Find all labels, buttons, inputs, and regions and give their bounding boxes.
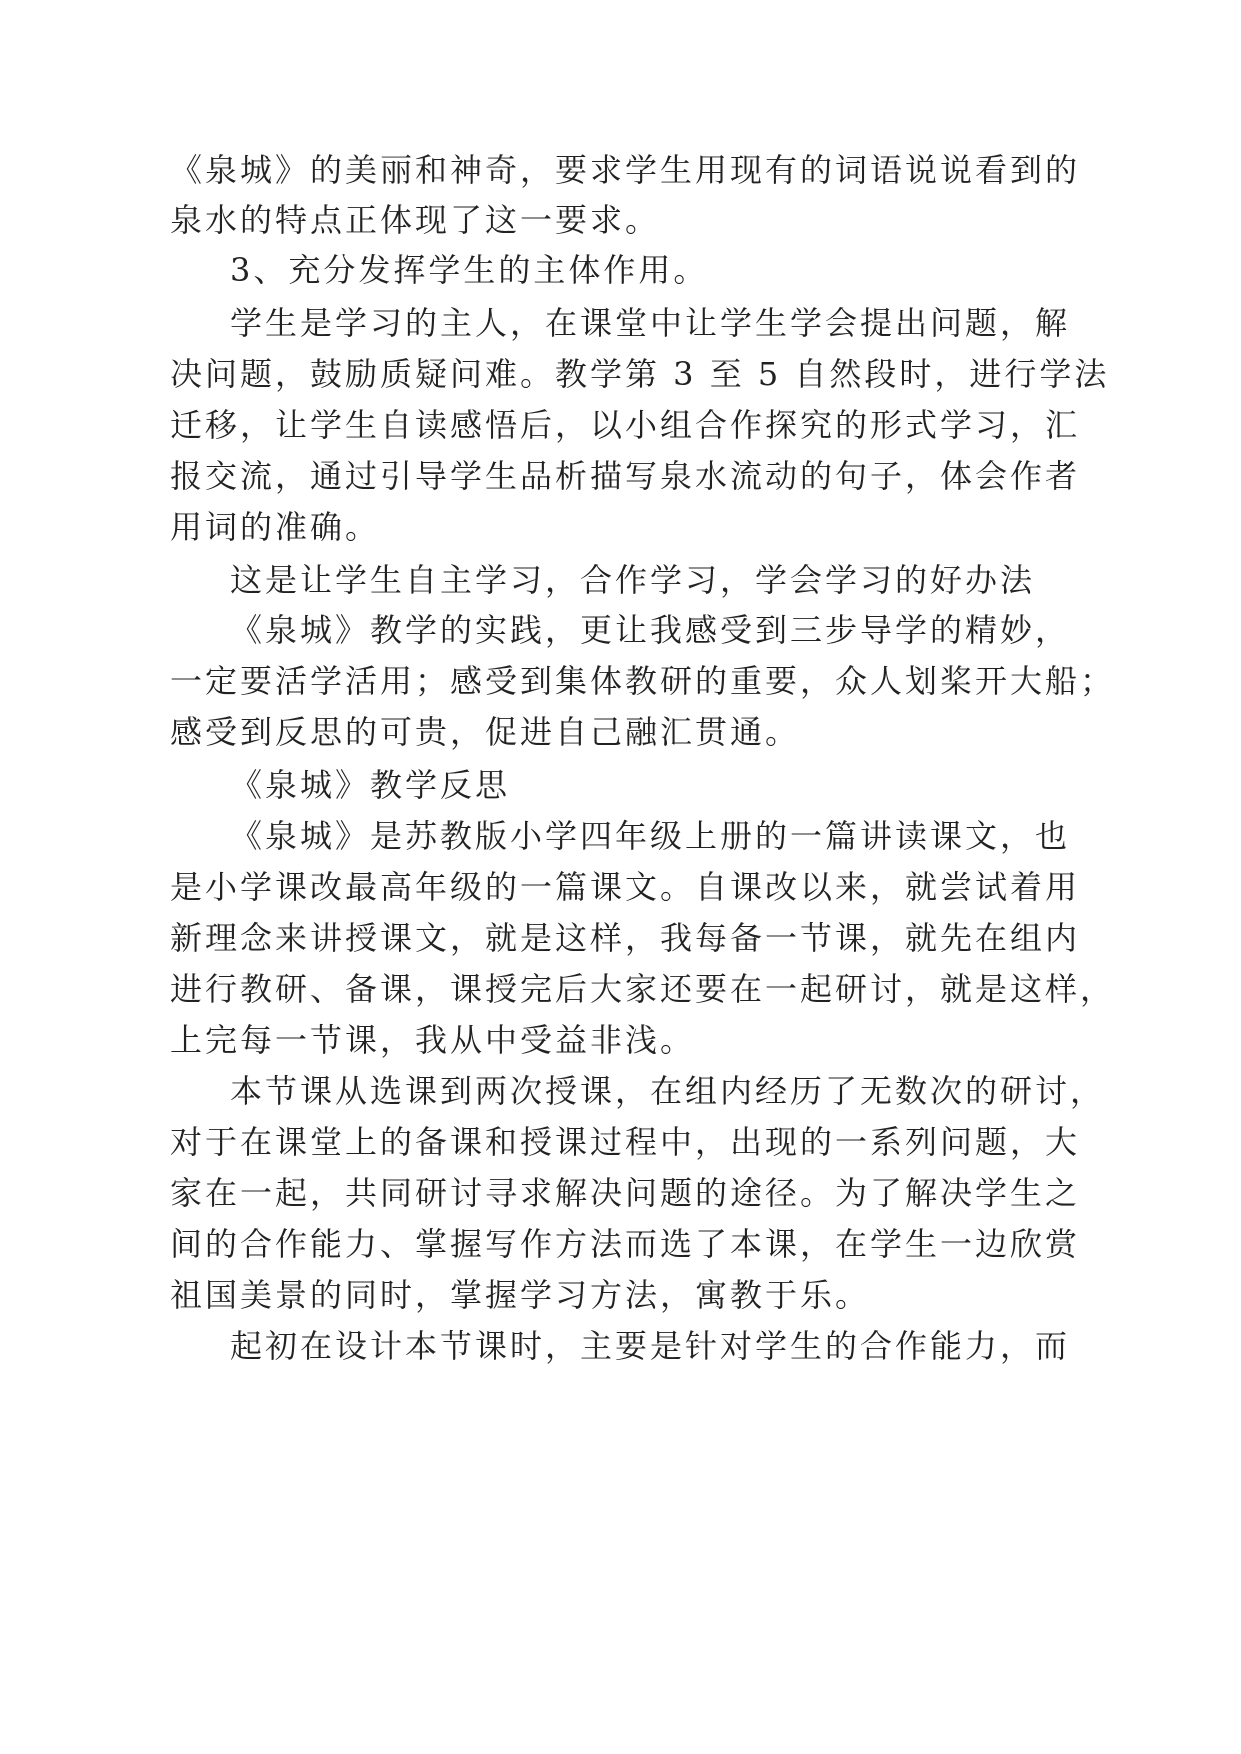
text-line-7: 报交流，通过引导学生品析描写泉水流动的句子，体会作者 bbox=[170, 457, 1081, 495]
text-line-13: 《泉城》教学反思 bbox=[230, 766, 511, 804]
text-line-4: 学生是学习的主人，在课堂中让学生学会提出问题，解 bbox=[230, 304, 1071, 342]
text-line-2: 泉水的特点正体现了这一要求。 bbox=[170, 201, 661, 239]
text-line-16: 新理念来讲授课文，就是这样，我每备一节课，就先在组内 bbox=[170, 919, 1081, 957]
text-line-3: 3、充分发挥学生的主体作用。 bbox=[230, 251, 709, 289]
text-line-14: 《泉城》是苏教版小学四年级上册的一篇讲读课文，也 bbox=[230, 817, 1071, 855]
text-line-23: 祖国美景的同时，掌握学习方法，寓教于乐。 bbox=[170, 1276, 871, 1314]
text-line-11: 一定要活学活用；感受到集体教研的重要，众人划桨开大船； bbox=[170, 662, 1116, 700]
text-line-5: 决问题，鼓励质疑问难。教学第 3 至 5 自然段时，进行学法 bbox=[170, 355, 1110, 393]
text-line-12: 感受到反思的可贵，促进自己融汇贯通。 bbox=[170, 713, 801, 751]
text-line-22: 间的合作能力、掌握写作方法而选了本课，在学生一边欣赏 bbox=[170, 1225, 1081, 1263]
text-line-1: 《泉城》的美丽和神奇，要求学生用现有的词语说说看到的 bbox=[170, 151, 1081, 189]
text-line-19: 本节课从选课到两次授课，在组内经历了无数次的研讨， bbox=[230, 1072, 1106, 1110]
text-line-6: 迁移，让学生自读感悟后，以小组合作探究的形式学习，汇 bbox=[170, 406, 1081, 444]
text-line-24: 起初在设计本节课时，主要是针对学生的合作能力，而 bbox=[230, 1327, 1071, 1365]
text-line-9: 这是让学生自主学习，合作学习，学会学习的好办法 bbox=[230, 561, 1036, 599]
text-line-15: 是小学课改最高年级的一篇课文。自课改以来，就尝试着用 bbox=[170, 868, 1081, 906]
text-line-18: 上完每一节课，我从中受益非浅。 bbox=[170, 1021, 696, 1059]
text-line-17: 进行教研、备课，课授完后大家还要在一起研讨，就是这样， bbox=[170, 970, 1116, 1008]
text-line-8: 用词的准确。 bbox=[170, 508, 381, 546]
text-line-20: 对于在课堂上的备课和授课过程中，出现的一系列问题，大 bbox=[170, 1123, 1081, 1161]
text-line-10: 《泉城》教学的实践，更让我感受到三步导学的精妙， bbox=[230, 611, 1071, 649]
text-line-21: 家在一起，共同研讨寻求解决问题的途径。为了解决学生之 bbox=[170, 1174, 1081, 1212]
